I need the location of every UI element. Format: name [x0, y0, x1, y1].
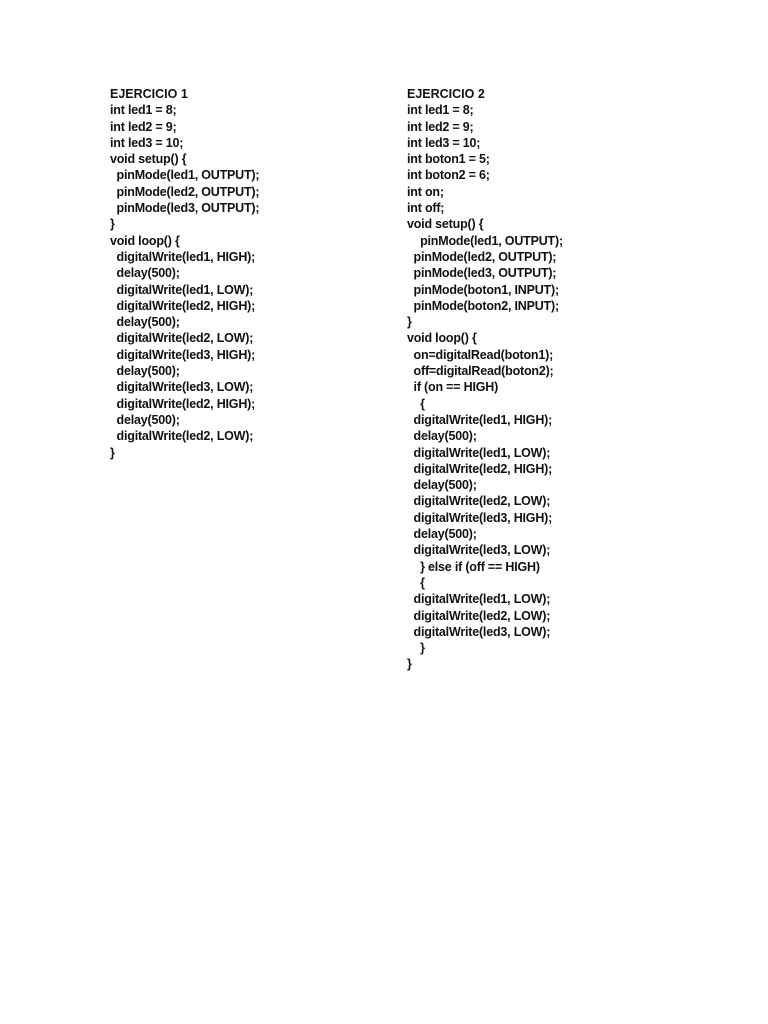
code-line: {: [407, 396, 425, 411]
code-line: digitalWrite(led1, HIGH);: [407, 412, 553, 427]
exercise-1-title: EJERCICIO 1: [110, 87, 188, 101]
code-line: if (on == HIGH): [407, 380, 499, 395]
code-line: digitalWrite(led3, HIGH);: [407, 510, 553, 525]
code-line: int off;: [407, 201, 445, 216]
code-line: digitalWrite(led1, LOW);: [110, 282, 254, 297]
code-line: void loop() {: [407, 331, 477, 346]
code-line: delay(500);: [407, 527, 477, 542]
code-line: pinMode(led2, OUTPUT);: [407, 249, 557, 264]
code-line: int led1 = 8;: [110, 103, 177, 118]
code-line: delay(500);: [110, 364, 180, 379]
code-line: }: [110, 217, 115, 232]
code-line: pinMode(boton1, INPUT);: [407, 282, 559, 297]
code-line: void setup() {: [407, 217, 484, 232]
code-line: digitalWrite(led2, LOW);: [407, 608, 551, 623]
code-line: digitalWrite(led1, LOW);: [407, 445, 551, 460]
code-line: delay(500);: [407, 429, 477, 444]
code-line: digitalWrite(led3, LOW);: [407, 624, 551, 639]
code-line: {: [407, 575, 425, 590]
code-line: int led1 = 8;: [407, 103, 474, 118]
code-line: }: [407, 657, 412, 672]
code-line: digitalWrite(led1, LOW);: [407, 592, 551, 607]
code-line: digitalWrite(led2, HIGH);: [110, 298, 256, 313]
code-line: digitalWrite(led2, LOW);: [110, 331, 254, 346]
code-line: digitalWrite(led3, LOW);: [407, 543, 551, 558]
code-line: digitalWrite(led3, HIGH);: [110, 347, 256, 362]
code-line: delay(500);: [110, 315, 180, 330]
code-line: pinMode(led2, OUTPUT);: [110, 184, 260, 199]
code-line: pinMode(boton2, INPUT);: [407, 298, 559, 313]
code-line: } else if (off == HIGH): [407, 559, 540, 574]
code-line: delay(500);: [110, 266, 180, 281]
code-line: pinMode(led3, OUTPUT);: [407, 266, 557, 281]
code-line: pinMode(led1, OUTPUT);: [407, 233, 563, 248]
code-line: digitalWrite(led1, HIGH);: [110, 249, 256, 264]
code-line: digitalWrite(led2, LOW);: [110, 429, 254, 444]
code-line: pinMode(led3, OUTPUT);: [110, 201, 260, 216]
code-line: int led3 = 10;: [407, 135, 481, 150]
exercise-2-column: [407, 86, 707, 673]
exercise-2-code: [407, 102, 707, 672]
code-line: digitalWrite(led2, HIGH);: [110, 396, 256, 411]
code-line: }: [407, 315, 412, 330]
code-line: digitalWrite(led3, LOW);: [110, 380, 254, 395]
code-line: off=digitalRead(boton2);: [407, 364, 554, 379]
exercise-1-column: [110, 86, 380, 461]
code-line: digitalWrite(led2, LOW);: [407, 494, 551, 509]
code-line: pinMode(led1, OUTPUT);: [110, 168, 260, 183]
code-line: int led2 = 9;: [110, 119, 177, 134]
code-line: void setup() {: [110, 152, 187, 167]
exercise-2-title: EJERCICIO 2: [407, 87, 485, 101]
code-line: }: [407, 641, 425, 656]
code-line: int on;: [407, 184, 444, 199]
code-line: digitalWrite(led2, HIGH);: [407, 461, 553, 476]
code-line: void loop() {: [110, 233, 180, 248]
code-line: delay(500);: [407, 478, 477, 493]
exercise-1-code: [110, 102, 380, 461]
code-line: int led3 = 10;: [110, 135, 184, 150]
code-line: int boton1 = 5;: [407, 152, 490, 167]
code-line: on=digitalRead(boton1);: [407, 347, 554, 362]
code-line: int boton2 = 6;: [407, 168, 490, 183]
code-line: delay(500);: [110, 412, 180, 427]
code-line: int led2 = 9;: [407, 119, 474, 134]
code-line: }: [110, 445, 115, 460]
